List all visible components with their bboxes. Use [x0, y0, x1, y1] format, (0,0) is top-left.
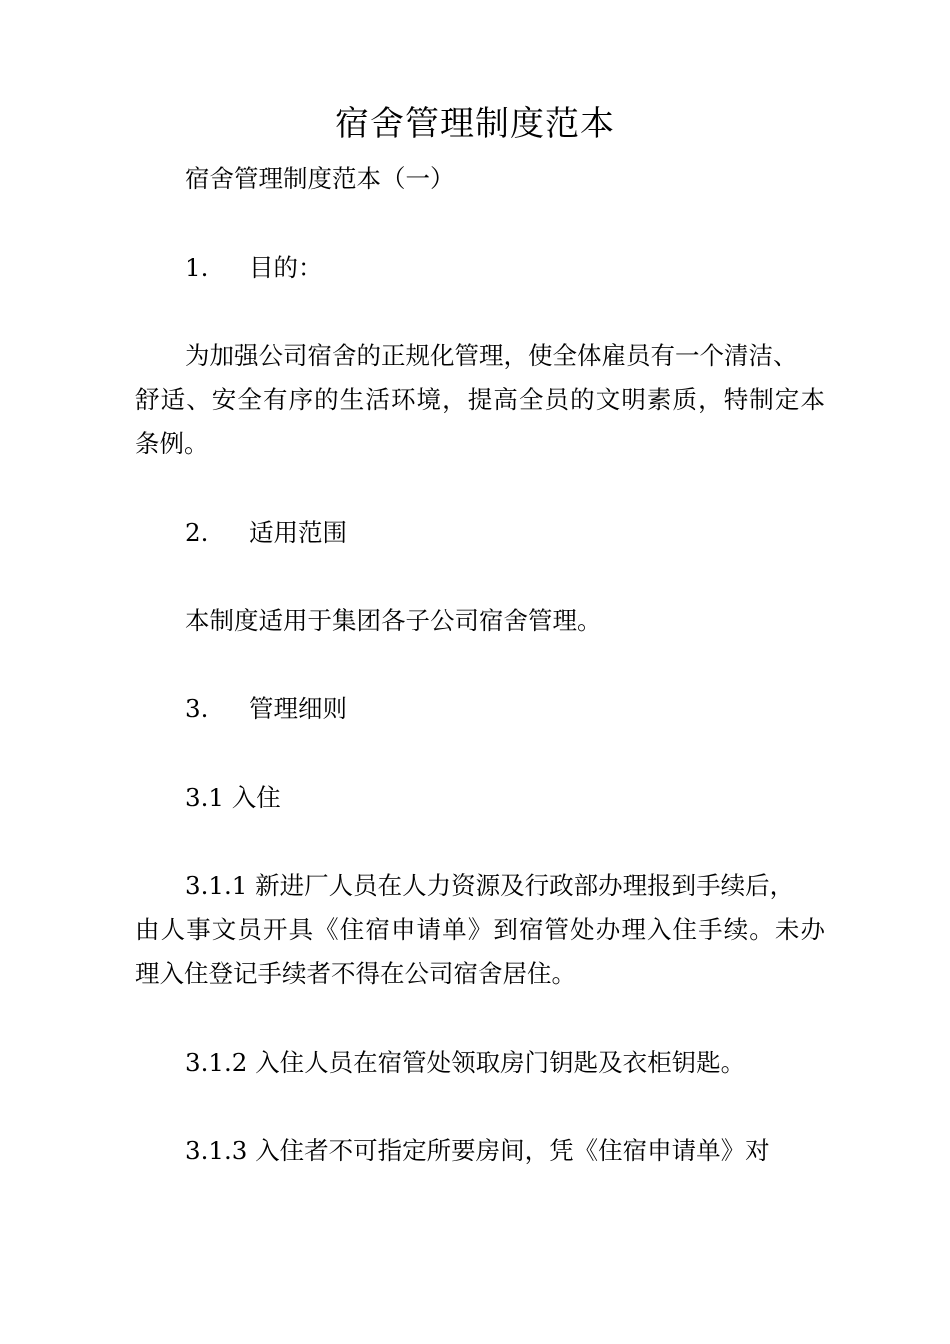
subtitle: 宿舍管理制度范本（一） [185, 164, 455, 193]
section-title: 管理细则 [249, 694, 347, 723]
clause-3-1-3-line-1: 3.1.3 入住者不可指定所要房间，凭《住宿申请单》对 [185, 1136, 770, 1165]
subsection-3-1-heading: 3.1 入住 [185, 783, 281, 812]
section-2-heading [185, 516, 347, 550]
section-number: 1. [185, 253, 209, 282]
purpose-line-3: 条例。 [135, 429, 209, 458]
clause-3-1-1-line-2: 由人事文员开具《住宿申请单》到宿管处办理入住手续。未办 [135, 915, 825, 944]
section-1-heading [185, 251, 323, 285]
clause-3-1-1-line-3: 理入住登记手续者不得在公司宿舍居住。 [135, 959, 576, 988]
scope-paragraph: 本制度适用于集团各子公司宿舍管理。 [185, 606, 602, 635]
clause-3-1-2: 3.1.2 入住人员在宿管处领取房门钥匙及衣柜钥匙。 [185, 1048, 746, 1077]
section-title: 适用范围 [249, 518, 347, 547]
clause-3-1-1-line-1: 3.1.1 新进厂人员在人力资源及行政部办理报到手续后， [185, 871, 795, 900]
section-title: 目的： [249, 253, 323, 282]
purpose-line-1: 为加强公司宿舍的正规化管理，使全体雇员有一个清洁、 [185, 341, 798, 370]
section-number: 2. [185, 518, 209, 547]
purpose-line-2: 舒适、安全有序的生活环境，提高全员的文明素质，特制定本 [135, 385, 825, 414]
section-number: 3. [185, 694, 209, 723]
section-3-heading [185, 692, 347, 726]
document-title: 宿舍管理制度范本 [335, 104, 615, 144]
